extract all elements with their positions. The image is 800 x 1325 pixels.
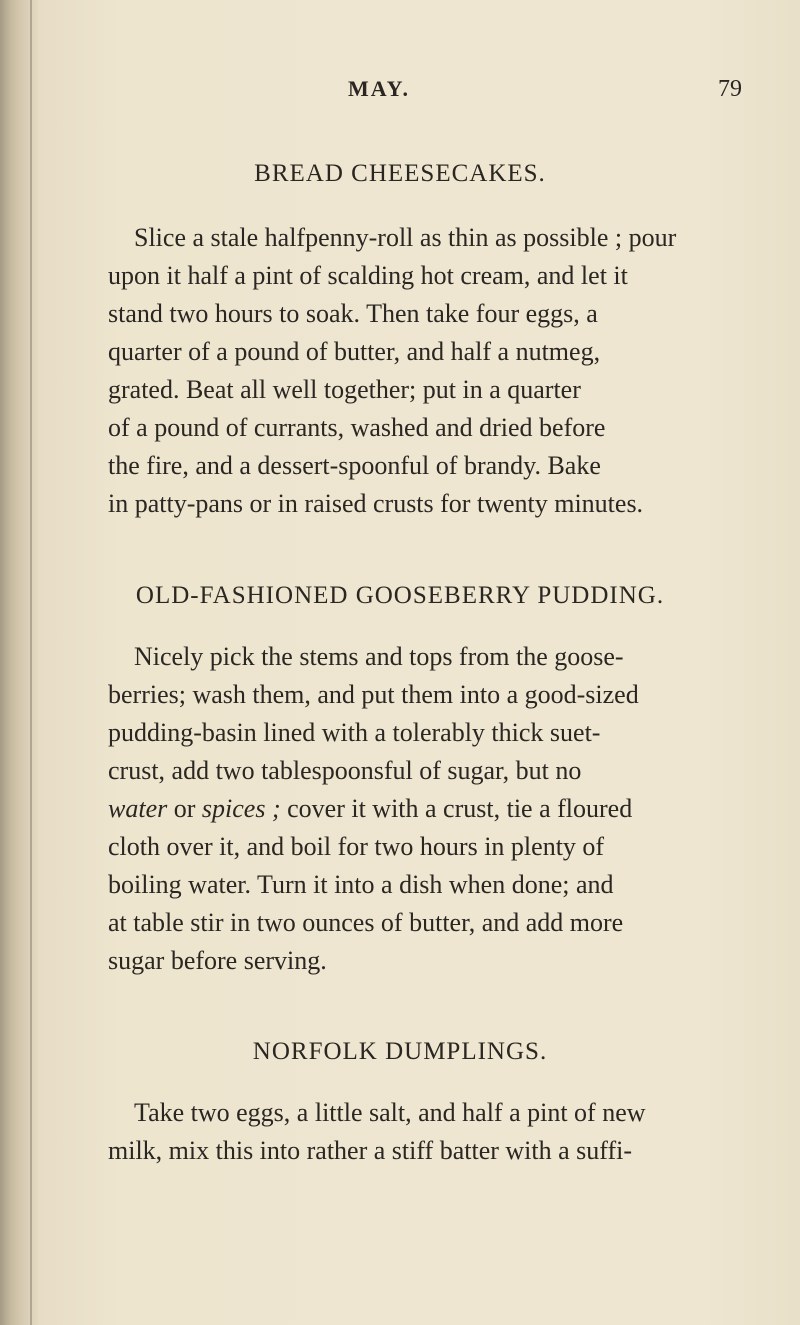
recipe-text-continuation: cover it with a crust, tie a floured <box>287 794 633 823</box>
recipe-text-line: grated. Beat all well together; put in a quarter <box>108 375 581 404</box>
italic-or: or <box>167 794 202 823</box>
italic-water: water <box>108 794 168 823</box>
recipe-text-line: of a pound of currants, washed and dried before <box>108 413 606 442</box>
recipe-title-norfolk-dumplings: NORFOLK DUMPLINGS. <box>252 1038 548 1065</box>
recipe-text-line: cloth over it, and boil for two hours in plenty of <box>108 832 605 861</box>
recipe-title-gooseberry-pudding: OLD-FASHIONED GOOSEBERRY PUDDING. <box>135 582 665 609</box>
recipe-text-line: quarter of a pound of butter, and half a nutmeg, <box>108 337 601 366</box>
page-number: 79 <box>718 76 742 102</box>
recipe-text-line: sugar before serving. <box>108 946 327 975</box>
recipe-text-line: milk, mix this into rather a stiff batter with a suffi- <box>108 1136 632 1165</box>
recipe-text-line: upon it half a pint of scalding hot cream, and let it <box>108 261 628 290</box>
recipe-text-line: Slice a stale halfpenny-roll as thin as possible ; pour <box>134 223 677 252</box>
recipe-title-bread-cheesecakes: BREAD CHEESECAKES. <box>254 160 546 187</box>
gutter-shadow-line <box>30 0 32 1325</box>
page-header <box>0 76 800 106</box>
recipe-text-line: Nicely pick the stems and tops from the goose- <box>134 642 624 671</box>
recipe-text-line: pudding-basin lined with a tolerably thick suet- <box>108 718 601 747</box>
recipe-text-line: at table stir in two ounces of butter, and add more <box>108 908 624 937</box>
recipe-text-line: the fire, and a dessert-spoonful of brandy. Bake <box>108 451 601 480</box>
recipe-text-line: berries; wash them, and put them into a good-sized <box>108 680 639 709</box>
italic-spices: spices ; <box>201 794 281 823</box>
recipe-text-line: Take two eggs, a little salt, and half a pint of new <box>134 1098 646 1127</box>
recipe-text-line: boiling water. Turn it into a dish when done; and <box>108 870 614 899</box>
running-head: MAY. <box>348 76 411 101</box>
recipe-text-line: crust, add two tablespoonsful of sugar, but no <box>108 756 582 785</box>
page-gutter <box>0 0 38 1325</box>
recipe-text-line: in patty-pans or in raised crusts for twenty minutes. <box>108 489 644 518</box>
recipe-text-line-italic <box>108 792 728 826</box>
recipe-text-line: stand two hours to soak. Then take four eggs, a <box>108 299 598 328</box>
